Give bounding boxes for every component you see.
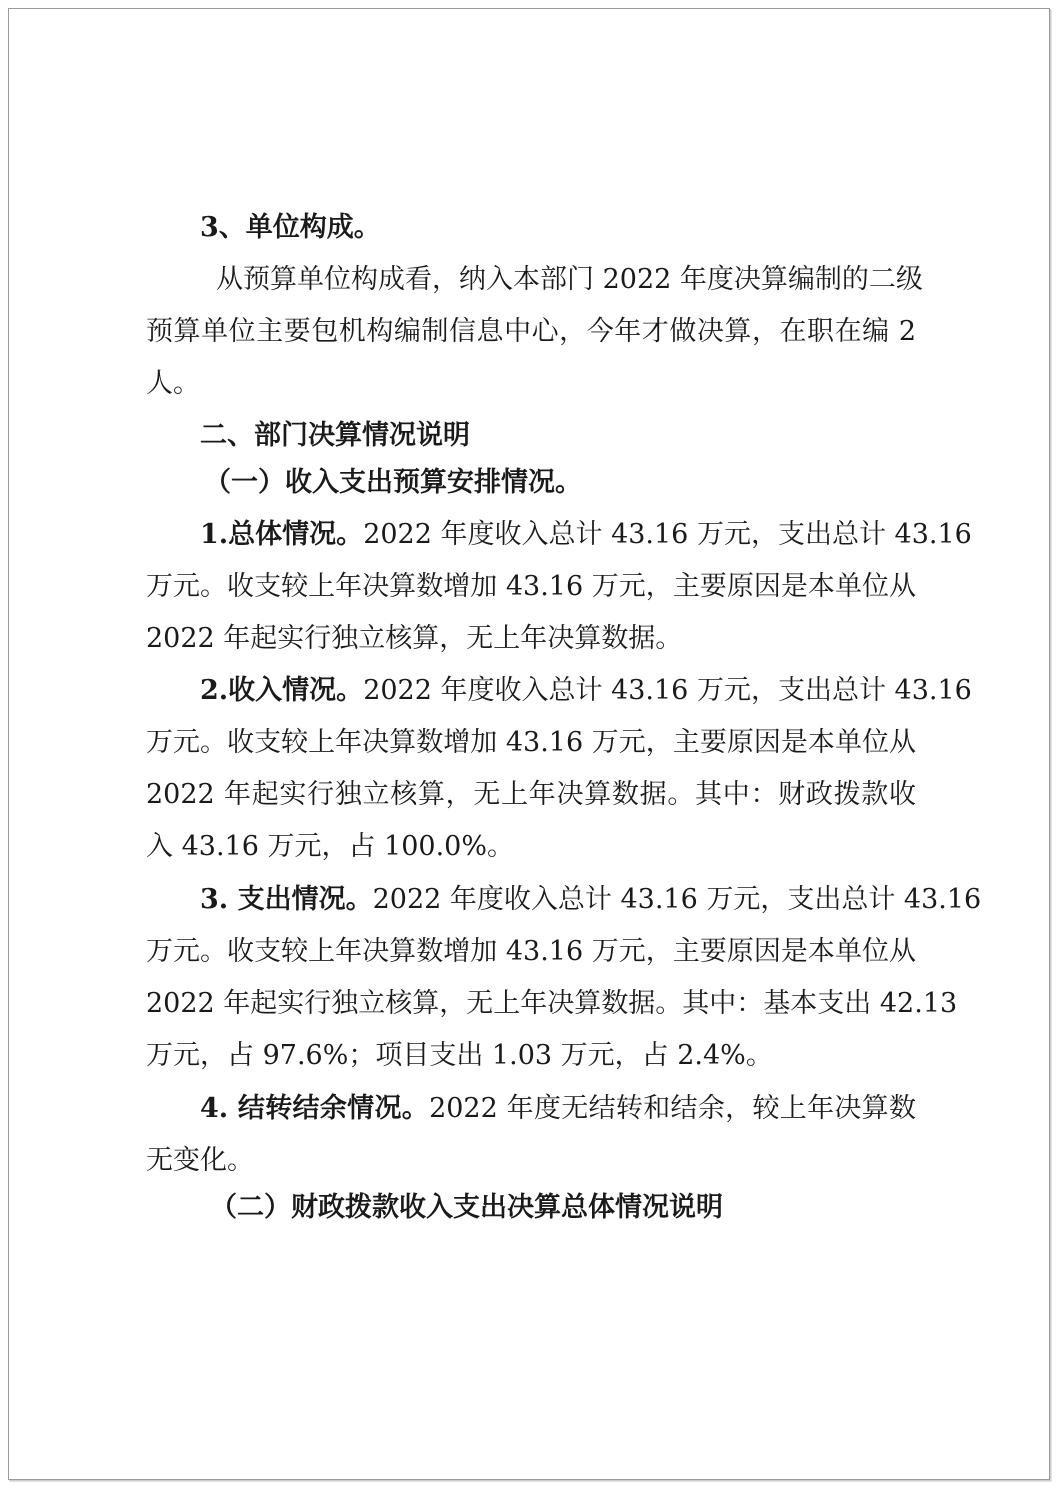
item-2-line-1 xyxy=(200,673,972,709)
unit-composition-heading: 3、单位构成。 xyxy=(200,212,381,243)
item-3-line-2: 万元。收支较上年决算数增加 43.16 万元，主要原因是本单位从 xyxy=(146,936,916,967)
item-1-line-3: 2022 年起实行独立核算，无上年决算数据。 xyxy=(146,623,683,654)
section-2-heading: 二、部门决算情况说明 xyxy=(200,420,470,451)
subsection-1-heading: （一）收入支出预算安排情况。 xyxy=(204,467,582,498)
item-1-label: 1.总体情况。 xyxy=(200,519,364,550)
item-1-line-1 xyxy=(200,517,972,553)
item-3-line-3: 2022 年起实行独立核算，无上年决算数据。其中：基本支出 42.13 xyxy=(146,988,958,1019)
item-4-label: 4. 结转结余情况。 xyxy=(200,1093,430,1124)
item-2-label: 2.收入情况。 xyxy=(200,675,364,706)
unit-body-line-2: 预算单位主要包机构编制信息中心，今年才做决算，在职在编 2 xyxy=(146,316,916,347)
item-3-line-1-text: 2022 年度收入总计 43.16 万元，支出总计 43.16 xyxy=(372,884,982,915)
unit-body-line-1: 从预算单位构成看，纳入本部门 2022 年度决算编制的二级 xyxy=(216,264,923,295)
unit-body-line-3: 人。 xyxy=(146,368,200,399)
item-2-line-3: 2022 年起实行独立核算，无上年决算数据。其中：财政拨款收 xyxy=(146,779,916,810)
item-2-line-2: 万元。收支较上年决算数增加 43.16 万元，主要原因是本单位从 xyxy=(146,727,916,758)
item-4-line-2: 无变化。 xyxy=(146,1145,254,1176)
item-3-label: 3. 支出情况。 xyxy=(200,884,373,915)
item-4-line-1-text: 2022 年度无结转和结余，较上年决算数 xyxy=(429,1093,916,1124)
item-3-line-4: 万元，占 97.6%；项目支出 1.03 万元，占 2.4%。 xyxy=(146,1040,773,1071)
item-2-line-1-text: 2022 年度收入总计 43.16 万元，支出总计 43.16 xyxy=(363,675,972,706)
item-2-line-4: 入 43.16 万元，占 100.0%。 xyxy=(146,831,514,862)
subsection-2-heading: （二）财政拨款收入支出决算总体情况说明 xyxy=(210,1192,723,1223)
item-1-line-1-text: 2022 年度收入总计 43.16 万元，支出总计 43.16 xyxy=(363,519,972,550)
item-4-line-1 xyxy=(200,1091,916,1127)
item-3-line-1 xyxy=(200,882,982,918)
item-1-line-2: 万元。收支较上年决算数增加 43.16 万元，主要原因是本单位从 xyxy=(146,571,916,602)
